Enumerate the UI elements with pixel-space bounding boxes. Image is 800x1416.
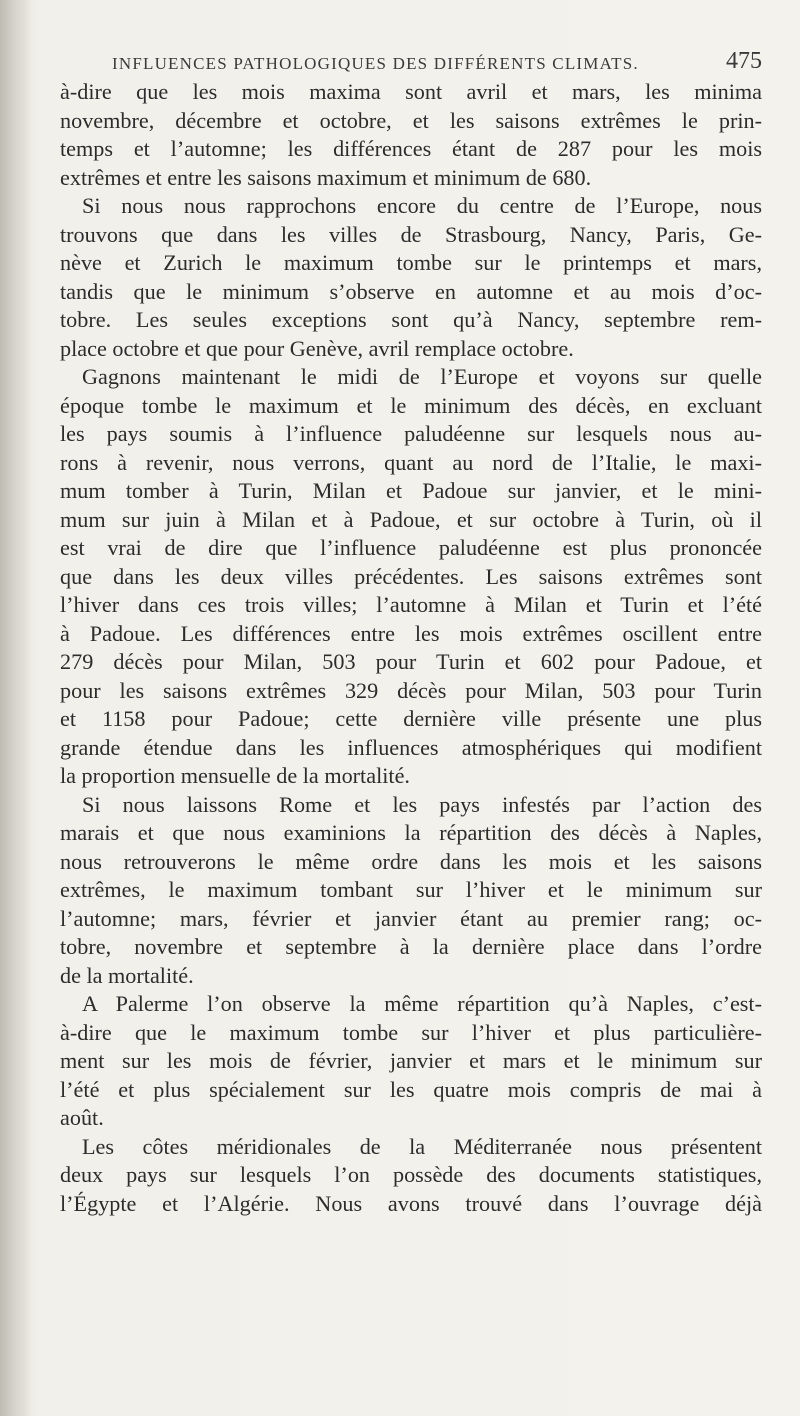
text-line: l’été et plus spécialement sur les quatre mois compris de mai à [60, 1076, 762, 1102]
text-line: et 1158 pour Padoue; cette dernière ville présente une plus [60, 706, 762, 731]
text-line: trouvons que dans les villes de Strasbourg, Nancy, Paris, Ge- [60, 221, 762, 247]
text-line: Si nous laissons Rome et les pays infestés par l’action des [82, 791, 762, 817]
text-line: la proportion mensuelle de la mortalité. [60, 763, 410, 788]
text-line: mum sur juin à Milan et à Padoue, et sur octobre à Turin, où il [60, 506, 762, 532]
text-line: ment sur les mois de février, janvier et mars et le minimum sur [60, 1048, 762, 1073]
text-line: grande étendue dans les influences atmosphériques qui modifient [60, 734, 762, 760]
text-line: place octobre et que pour Genève, avril remplace octobre. [60, 335, 574, 361]
running-title: INFLUENCES PATHOLOGIQUES DES DIFFÉRENTS CLIMATS. [112, 54, 639, 73]
text-line: tobre. Les seules exceptions sont qu’à Nancy, septembre rem- [60, 307, 762, 332]
text-line: est vrai de dire que l’influence paludéenne est plus prononcée [60, 535, 762, 560]
text-line: les pays soumis à l’influence paludéenne sur lesquels nous au- [60, 421, 762, 446]
text-line: 279 décès pour Milan, 503 pour Turin et 602 pour Padoue, et [60, 649, 762, 674]
text-line: Gagnons maintenant le midi de l’Europe et voyons sur quelle [82, 364, 762, 389]
text-line: à-dire que les mois maxima sont avril et mars, les minima [60, 79, 762, 104]
binding-shadow [0, 0, 32, 1416]
text-line: deux pays sur lesquels l’on possède des documents statistiques, [60, 1162, 762, 1187]
text-line: temps et l’automne; les différences étant de 287 pour les mois [60, 136, 762, 161]
text-line: à-dire que le maximum tombe sur l’hiver et plus particulière- [60, 1019, 762, 1045]
text-line: rons à revenir, nous verrons, quant au nord de l’Italie, le maxi- [60, 449, 762, 475]
text-line: nève et Zurich le maximum tombe sur le printemps et mars, [60, 250, 762, 275]
text-line: l’automne; mars, février et janvier étant au premier rang; oc- [60, 905, 762, 931]
text-line: de la mortalité. [60, 962, 194, 988]
body-text [60, 78, 762, 1218]
text-line: mum tomber à Turin, Milan et Padoue sur janvier, et le mini- [60, 478, 762, 503]
text-line: marais et que nous examinions la répartition des décès à Naples, [60, 820, 762, 845]
text-line: nous retrouverons le même ordre dans les mois et les saisons [60, 848, 762, 874]
text-line: novembre, décembre et octobre, et les saisons extrêmes le prin- [60, 107, 762, 133]
text-line: août. [60, 1105, 104, 1130]
text-line: extrêmes et entre les saisons maximum et minimum de 680. [60, 164, 592, 190]
text-line: que dans les deux villes précédentes. Les saisons extrêmes sont [60, 563, 762, 589]
text-line: Les côtes méridionales de la Méditerranée nous présentent [82, 1133, 762, 1159]
text-line: tobre, novembre et septembre à la dernière place dans l’ordre [60, 934, 762, 959]
text-line: tandis que le minimum s’observe en automne et au mois d’oc- [60, 278, 762, 304]
text-line: Si nous nous rapprochons encore du centre de l’Europe, nous [82, 193, 762, 218]
text-line: A Palerme l’on observe la même répartition qu’à Naples, c’est- [82, 991, 762, 1016]
text-line: à Padoue. Les différences entre les mois extrêmes oscillent entre [60, 620, 762, 646]
text-line: l’hiver dans ces trois villes; l’automne à Milan et Turin et l’été [60, 592, 762, 617]
text-line: extrêmes, le maximum tombant sur l’hiver et le minimum sur [60, 877, 762, 902]
text-line: pour les saisons extrêmes 329 décès pour Milan, 503 pour Turin [60, 677, 762, 703]
page-number: 475 [726, 48, 762, 74]
text-line: l’Égypte et l’Algérie. Nous avons trouvé dans l’ouvrage déjà [60, 1190, 762, 1216]
text-line: époque tombe le maximum et le minimum des décès, en excluant [60, 392, 762, 418]
